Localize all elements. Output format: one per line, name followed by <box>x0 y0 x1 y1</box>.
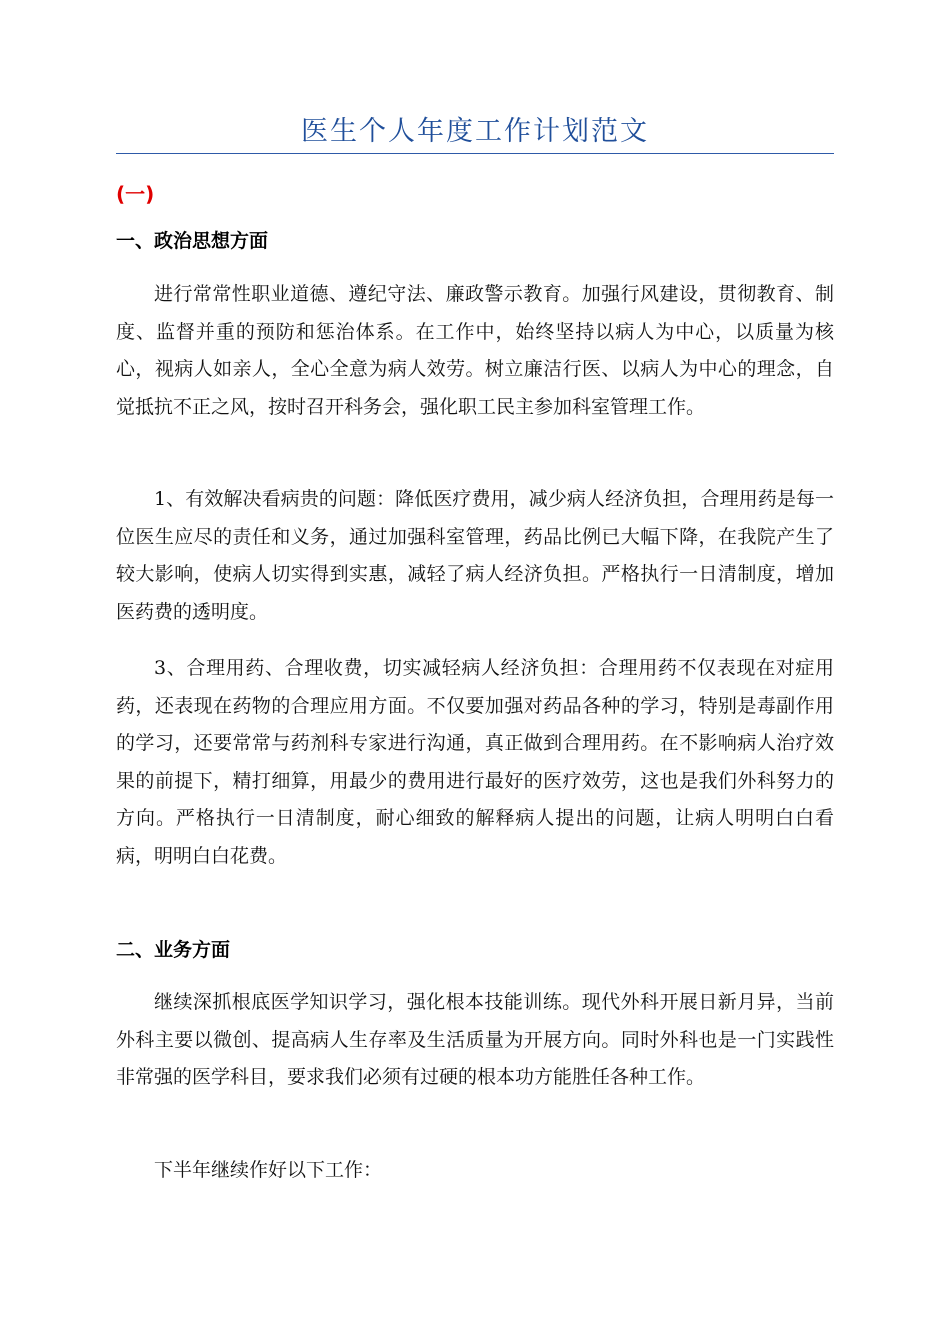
paragraph-item-1: 1、有效解决看病贵的问题：降低医疗费用，减少病人经济负担，合理用药是每一位医生应尽的责任和义务，通过加强科室管理，药品比例已大幅下降，在我院产生了较大影响，使病人切实得到实惠，减轻了病人经济负担。严格执行一日清制度，增加医药费的透明度。 <box>116 488 834 623</box>
document-title: 医生个人年度工作计划范文 <box>301 116 649 147</box>
paragraph-political-intro: 进行常常性职业道德、遵纪守法、廉政警示教育。加强行风建设，贯彻教育、制度、监督并重的预防和惩治体系。在工作中，始终坚持以病人为中心，以质量为核心，视病人如亲人，全心全意为病人效劳。树立廉洁行医、以病人为中心的理念，自觉抵抗不正之风，按时召开科务会，强化职工民主参加科室管理工作。 <box>116 283 834 418</box>
heading-business: 二、业务方面 <box>116 939 231 961</box>
section-number: (一) <box>116 182 155 206</box>
paragraph-item-3: 3、合理用药、合理收费，切实减轻病人经济负担：合理用药不仅表现在对症用药，还表现在药物的合理应用方面。不仅要加强对药品各种的学习，特别是毒副作用的学习，还要常常与药剂科专家进行沟通，真正做到合理用药。在不影响病人治疗效果的前提下，精打细算，用最少的费用进行最好的医疗效劳，这也是我们外科努力的方向。严格执行一日清制度，耐心细致的解释病人提出的问题，让病人明明白白看病，明明白白花费。 <box>116 657 834 867</box>
paragraph-business-intro: 继续深抓根底医学知识学习，强化根本技能训练。现代外科开展日新月异，当前外科主要以微创、提高病人生存率及生活质量为开展方向。同时外科也是一门实践性非常强的医学科目，要求我们必须有过硬的根本功方能胜任各种工作。 <box>116 991 834 1088</box>
paragraph-next-half-year: 下半年继续作好以下工作： <box>154 1159 383 1181</box>
title-underline <box>116 153 834 154</box>
heading-political: 一、政治思想方面 <box>116 230 269 252</box>
